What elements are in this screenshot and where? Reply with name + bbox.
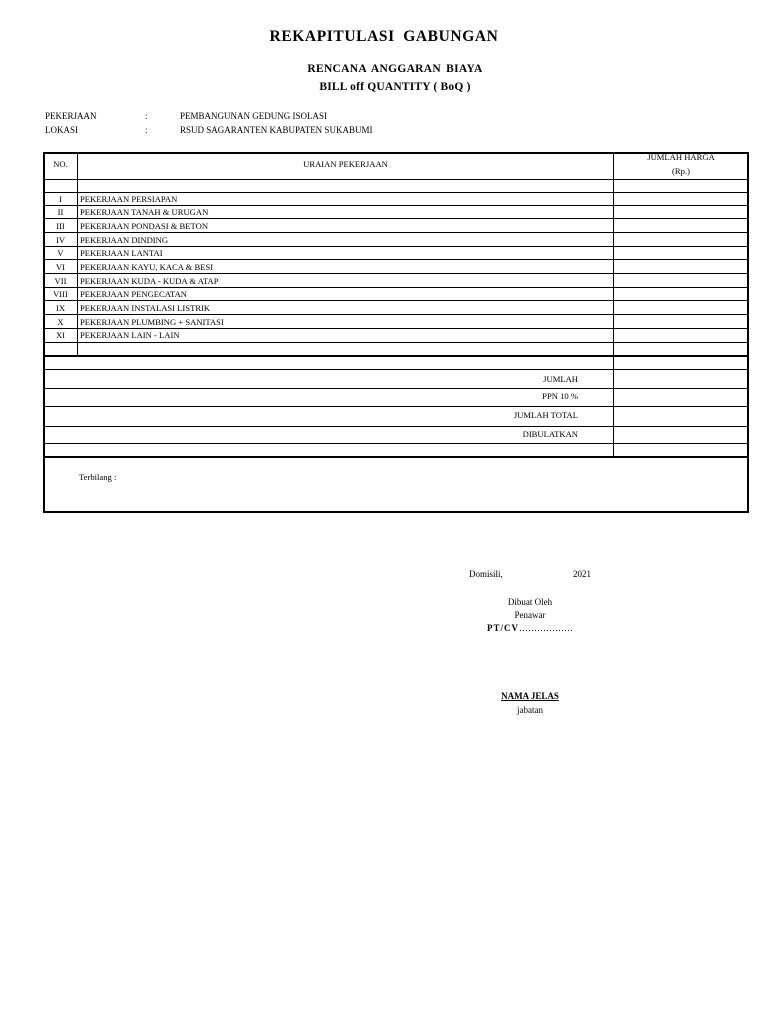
table-rule: [43, 388, 749, 389]
row-no: III: [56, 221, 65, 231]
row-desc: PEKERJAAN PONDASI & BETON: [80, 221, 209, 231]
table-rule: [43, 218, 749, 219]
col-divider-no: [77, 152, 78, 355]
pekerjaan-value: PEMBANGUNAN GEDUNG ISOLASI: [180, 111, 328, 121]
company-dots: ………………: [519, 623, 573, 633]
lokasi-label: LOKASI: [45, 125, 78, 135]
col-header-uraian: URAIAN PEKERJAAN: [303, 159, 388, 169]
summary-dibulatkan: DIBULATKAN: [522, 429, 578, 439]
row-no: VI: [55, 262, 66, 272]
row-desc: PEKERJAAN LAIN - LAIN: [80, 330, 180, 340]
table-rule: [43, 300, 749, 301]
row-desc: PEKERJAAN INSTALASI LISTRIK: [80, 303, 211, 313]
row-desc: PEKERJAAN KUDA - KUDA & ATAP: [80, 276, 219, 286]
table-rule: [43, 369, 749, 370]
row-no: V: [57, 248, 64, 258]
row-no: VIII: [53, 289, 68, 299]
row-no: IV: [55, 235, 66, 245]
row-desc: PEKERJAAN TANAH & URUGAN: [80, 207, 209, 217]
table-rule-thick: [43, 355, 749, 357]
signature-position: jabatan: [517, 705, 543, 715]
pekerjaan-label: PEKERJAAN: [45, 111, 97, 121]
table-rule: [43, 342, 749, 343]
table-rule: [43, 259, 749, 260]
info-pekerjaan: [0, 111, 768, 123]
terbilang-label: Terbilang :: [79, 472, 117, 482]
signature-name: NAMA JELAS: [501, 691, 559, 701]
row-desc: PEKERJAAN DINDING: [80, 235, 169, 245]
col-header-harga-unit: (Rp.): [672, 166, 690, 176]
table-rule: [43, 273, 749, 274]
pekerjaan-colon: :: [145, 111, 148, 121]
col-header-harga: JUMLAH HARGA: [647, 152, 715, 162]
table-rule: [43, 443, 749, 444]
row-desc: PEKERJAAN KAYU, KACA & BESI: [80, 262, 214, 272]
row-no: IX: [55, 303, 66, 313]
summary-jumlah-total: JUMLAH TOTAL: [513, 410, 578, 420]
row-desc: PEKERJAAN PLUMBING + SANITASI: [80, 317, 224, 327]
row-no: XI: [55, 330, 66, 340]
row-no: I: [59, 194, 62, 204]
row-desc: PEKERJAAN LANTAI: [80, 248, 163, 258]
row-desc: PEKERJAAN PENGECATAN: [80, 289, 187, 299]
col-header-no: NO.: [53, 159, 68, 169]
row-no: II: [57, 207, 64, 217]
document-title: REKAPITULASI GABUNGAN: [269, 28, 499, 45]
table-rule: [43, 287, 749, 288]
row-desc: PEKERJAAN PERSIAPAN: [80, 194, 178, 204]
document-subtitle: RENCANA ANGGARAN BIAYA: [307, 63, 483, 75]
lokasi-colon: :: [145, 125, 148, 135]
signature-made-by: Dibuat Oleh: [507, 597, 553, 607]
table-rule: [43, 406, 749, 407]
table-rule: [43, 314, 749, 315]
document-subtitle-boq: BILL off QUANTITY ( BoQ ): [319, 81, 471, 93]
info-lokasi: [0, 125, 768, 137]
table-rule: [43, 192, 749, 193]
signature-company: [430, 623, 630, 633]
table-rule: [43, 205, 749, 206]
table-rule: [43, 179, 749, 180]
signature-year: 2021: [573, 569, 591, 579]
table-rule: [43, 426, 749, 427]
col-divider-harga: [613, 152, 614, 456]
lokasi-value: RSUD SAGARANTEN KABUPATEN SUKABUMI: [180, 125, 373, 135]
signature-place: Domisili,: [469, 569, 503, 579]
signature-role: Penawar: [514, 610, 546, 620]
table-rule: [43, 328, 749, 329]
row-no: VII: [54, 276, 67, 286]
table-rule: [43, 232, 749, 233]
table-rule: [43, 246, 749, 247]
summary-jumlah: JUMLAH: [543, 374, 578, 384]
summary-ppn: PPN 10 %: [542, 391, 578, 401]
row-no: X: [57, 317, 64, 327]
table-rule-thick: [43, 456, 749, 458]
company-prefix: PT/CV: [487, 623, 519, 633]
